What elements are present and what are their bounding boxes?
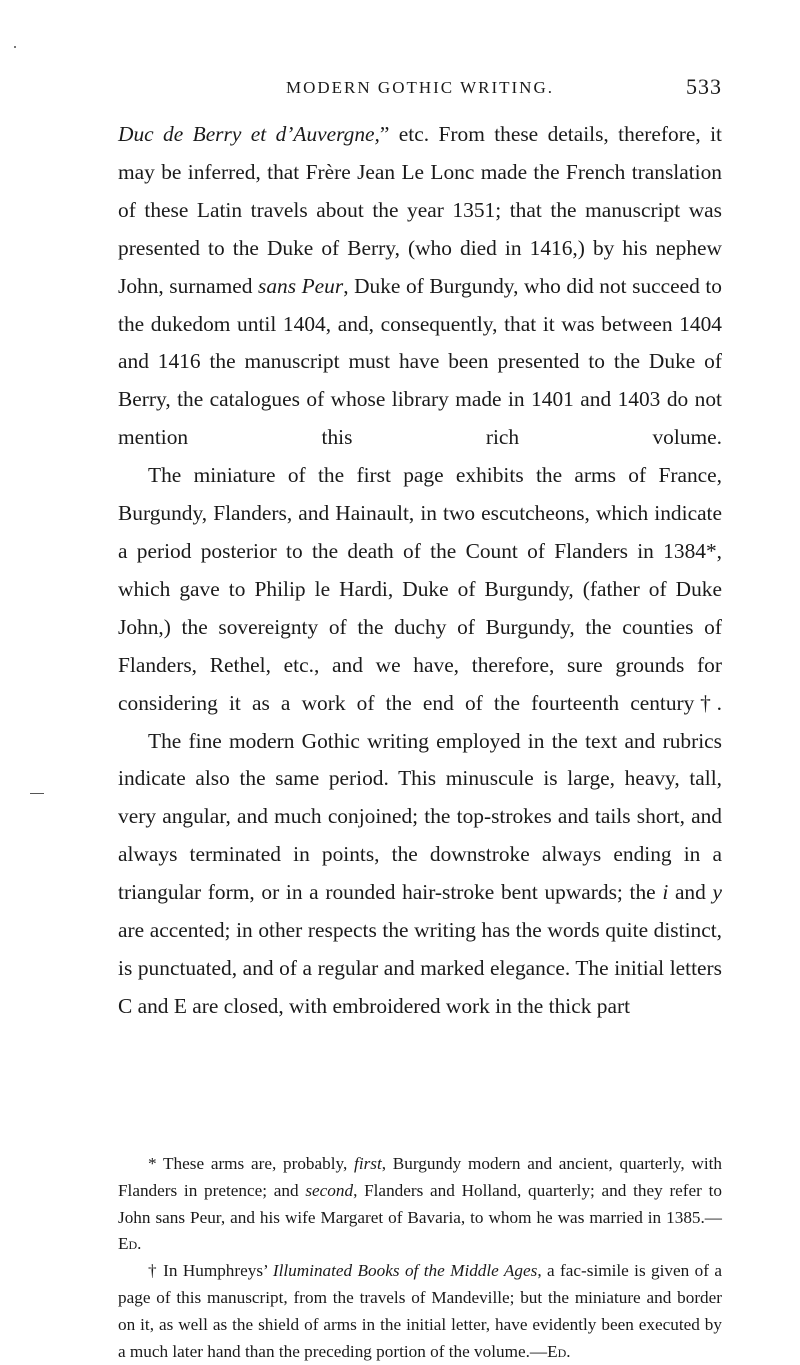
text-run: , a fac-simile is given of a page of this manuscript, from the travels of Mandeville; but the miniature and border on it, as well as the shield of arms in the initial letter, have evidently been executed by a much later hand than the preceding portion of the volume.— [118, 1261, 722, 1361]
text-run: , Burgundy modern and ancient, quarterly, with Flanders in pretence; and [118, 1154, 722, 1200]
italic-letter: y [712, 880, 722, 905]
page-header [118, 72, 722, 106]
italic-title: Duc de Berry et d’Auvergne, [118, 122, 380, 146]
footnotes [118, 1151, 722, 1365]
text-run: and [668, 880, 713, 905]
scan-speck [14, 46, 16, 48]
page-number: 533 [686, 74, 722, 99]
margin-mark [30, 793, 44, 794]
text-run: * These arms are, probably, [148, 1154, 355, 1173]
paragraph [118, 457, 722, 722]
paragraph [118, 116, 722, 457]
editor-mark: Ed. [547, 1341, 571, 1361]
italic-phrase: sans Peur [258, 273, 344, 298]
text-run: The miniature of the first page exhibits the arms of France, Burgundy, Flanders, and Hainault, in two escutcheons, which indicate a period posterior to the death of the Count of Flanders in 1384*, which gave to Philip le Hardi, Duke of Burgundy, (father of Duke John,) the sovereignty of the duchy of Burgundy, the counties of Flanders, Rethel, etc., and we have, therefore, sure grounds for considering it as a work of the end of the fourteenth century†. [118, 463, 722, 715]
editor-mark: Ed. [118, 1234, 142, 1254]
text-run: , Duke of Burgundy, who did not succeed to the dukedom until 1404, and, consequently, that it was between 1404 and 1416 the manuscript must have been presented to the Duke of Berry, the catalogues of whose library made in 1401 and 1403 do not mention this rich volume. [118, 273, 723, 450]
italic-word: second [305, 1180, 354, 1200]
italic-word: first [354, 1154, 382, 1173]
text-run: The fine modern Gothic writing employed in the text and rubrics indicate also the same period. This minuscule is large, heavy, tall, very angular, and much conjoined; the top-strokes and tails short, and always terminated in points, the downstroke always ending in a triangular form, or in a rounded hair-stroke bent upwards; the [118, 728, 722, 905]
footnote [118, 1151, 722, 1258]
main-text [118, 116, 722, 1026]
text-run: are accented; in other respects the writing has the words quite distinct, is punctuated, and of a regular and marked elegance. The initial letters C and E are closed, with embroidered work in the thick part [118, 918, 722, 1018]
text-run: , Flanders and Holland, quarterly; and they refer to John sans Peur, and his wife Margaret of Bavaria, to whom he was married in 1385.— [118, 1180, 722, 1227]
running-title: MODERN GOTHIC WRITING. [286, 78, 554, 97]
footnote [118, 1258, 722, 1365]
text-run: † In Humphreys’ [148, 1261, 273, 1281]
italic-letter: i [662, 880, 669, 905]
paragraph [118, 723, 722, 1026]
text-run: ” etc. From these details, therefore, it may be inferred, that Frère Jean Le Lonc made the French translation of these Latin travels about the year 1351; that the manuscript was presented to the Duke of Berry, (who died in 1416,) by his nephew John, surnamed [118, 122, 722, 298]
italic-title: Illuminated Books of the Middle Ages [272, 1261, 538, 1281]
